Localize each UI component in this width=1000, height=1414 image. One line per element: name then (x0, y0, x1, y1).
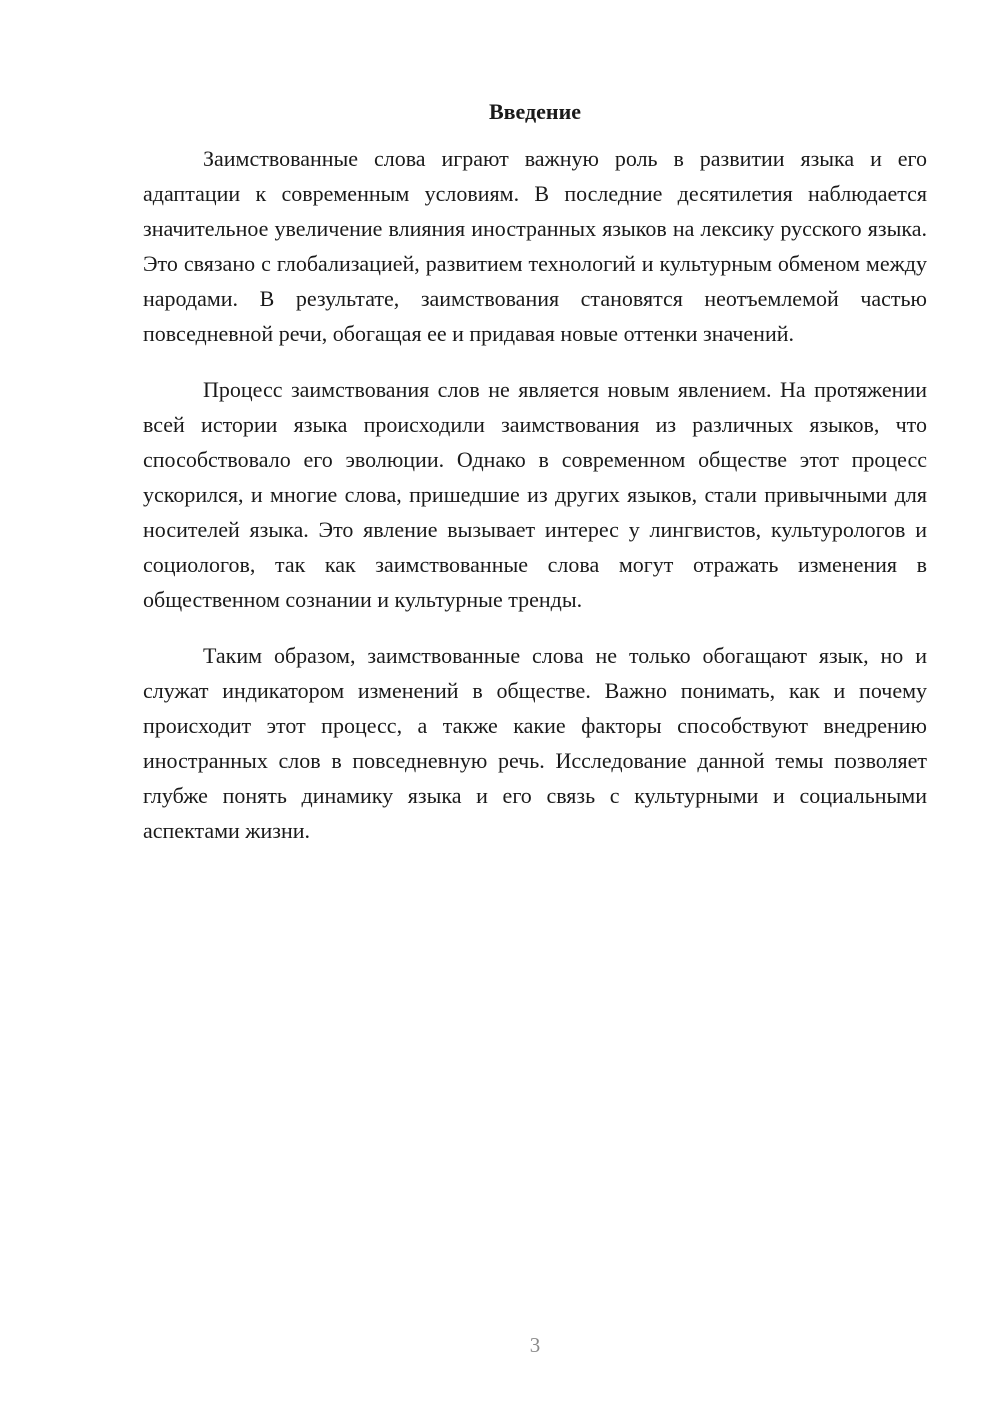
paragraph-3: Таким образом, заимствованные слова не только обогащают язык, но и служат индикатором изменений в обществе. Важно понимать, как и почему происходит этот процесс, а также какие факторы способствуют внедрению иностранных слов в повседневную речь. Исследование данной темы позволяет глубже понять динамику языка и его связь с культурными и социальными аспектами жизни. (143, 643, 927, 843)
page-number: 3 (529, 1333, 541, 1357)
paragraph-2: Процесс заимствования слов не является новым явлением. На протяжении всей истории языка происходили заимствования из различных языков, что способствовало его эволюции. Однако в современном обществе этот процесс ускорился, и многие слова, пришедшие из других языков, стали привычными для носителей языка. Это явление вызывает интерес у лингвистов, культурологов и социологов, так как заимствованные слова могут отражать изменения в общественном сознании и культурные тренды. (143, 377, 927, 612)
paragraph-1: Заимствованные слова играют важную роль в развитии языка и его адаптации к современным условиям. В последние десятилетия наблюдается значительное увеличение влияния иностранных языков на лексику русского языка. Это связано с глобализацией, развитием технологий и культурным обменом между народами. В результате, заимствования становятся неотъемлемой частью повседневной речи, обогащая ее и придавая новые оттенки значений. (143, 146, 927, 346)
section-heading: Введение (488, 99, 582, 124)
page-content (143, 97, 927, 848)
